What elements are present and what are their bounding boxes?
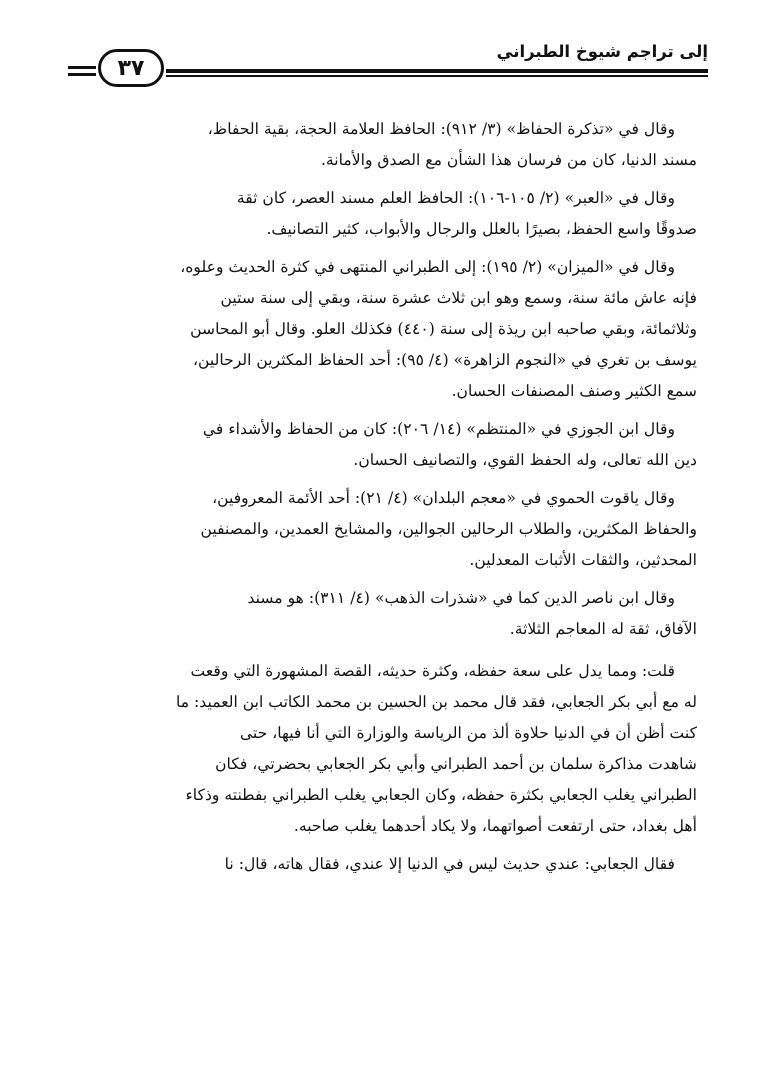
page-header: [68, 40, 708, 84]
header-rule-thick: [166, 69, 708, 73]
text-line: قلت: ومما يدل على سعة حفظه، وكثرة حديثه، القصة المشهورة التي وقعت: [190, 662, 675, 680]
paragraph: [70, 414, 697, 476]
text-line: مسند الدنيا، كان من فرسان هذا الشأن مع الصدق والأمانة.: [320, 151, 697, 169]
paragraph: [70, 483, 697, 576]
text-line: وقال ابن الجوزي في «المنتظم» (١٤/ ٢٠٦): كان من الحفاظ والأشداء في: [202, 420, 675, 438]
text-line: دين الله تعالى، وله الحفظ القوي، والتصانيف الحسان.: [353, 451, 697, 469]
paragraph: [70, 583, 697, 645]
header-rule-thin: [166, 75, 708, 77]
running-title: إلى تراجم شيوخ الطبراني: [496, 42, 708, 61]
text-line: المحدثين، والثقات الأثبات المعدلين.: [469, 551, 697, 569]
text-line: وقال ابن ناصر الدين كما في «شذرات الذهب» (٤/ ٣١١): هو مسند: [247, 589, 675, 607]
text-line: له مع أبي بكر الجعابي، فقد قال محمد بن الحسين بن محمد الكاتب ابن العميد: ما: [175, 693, 697, 711]
text-line: والحفاظ المكثرين، والطلاب الرحالين الجوالين، والمشايخ العمدين، والمصنفين: [200, 520, 697, 538]
paragraph: [70, 183, 697, 245]
text-line: وقال في «العبر» (٢/ ١٠٥-١٠٦): الحافظ العلم مسند العصر، كان ثقة: [236, 189, 675, 207]
text-line: شاهدت مذاكرة سلمان بن أحمد الطبراني وأبي بكر الجعابي بحضرتي، فكان: [215, 755, 697, 773]
header-dash-upper: [68, 66, 96, 69]
text-line: وقال في «الميزان» (٢/ ١٩٥): إلى الطبراني المنتهى في كثرة الحديث وعلوه،: [180, 258, 675, 276]
text-line: وثلاثمائة، وبقي صاحبه ابن ريذة إلى سنة (٤٤٠) فكذلك العلو. وقال أبو المحاسن: [190, 320, 697, 338]
paragraph: [70, 114, 697, 176]
text-line: الآفاق، ثقة له المعاجم الثلاثة.: [509, 620, 697, 638]
text-line: فقال الجعابي: عندي حديث ليس في الدنيا إلا عندي، فقال هاته، قال: نا: [224, 855, 675, 873]
text-line: سمع الكثير وصنف المصنفات الحسان.: [451, 382, 697, 400]
text-line: الطبراني يغلب الجعابي بكثرة حفظه، وكان الجعابي يغلب الطبراني بفطنته وذكاء: [185, 786, 697, 804]
text-line: صدوقًا واسع الحفظ، بصيرًا بالعلل والرجال والأبواب، كثير التصانيف.: [266, 220, 697, 238]
text-line: فإنه عاش مائة سنة، وسمع وهو ابن ثلاث عشرة سنة، وبقي إلى سنة ستين: [220, 289, 697, 307]
header-dash-lower: [68, 73, 96, 76]
text-line: كنت أظن أن في الدنيا حلاوة ألذ من الرياسة والوزارة التي أنا فيها، حتى: [239, 724, 697, 742]
text-line: أهل بغداد، حتى ارتفعت أصواتهما، ولا يكاد أحدهما يغلب صاحبه.: [293, 817, 697, 835]
paragraph: [70, 656, 697, 842]
paragraph: [70, 252, 697, 407]
paragraph: [70, 849, 697, 880]
body-text: [70, 114, 697, 887]
text-line: وقال ياقوت الحموي في «معجم البلدان» (٤/ ٢١): أحد الأئمة المعروفين،: [212, 489, 675, 507]
text-line: وقال في «تذكرة الحفاظ» (٣/ ٩١٢): الحافظ العلامة الحجة، بقية الحفاظ،: [207, 120, 675, 138]
page-number: ٣٧: [98, 49, 164, 87]
text-line: يوسف بن تغري في «النجوم الزاهرة» (٤/ ٩٥): أحد الحفاظ المكثرين الرحالين،: [192, 351, 697, 369]
